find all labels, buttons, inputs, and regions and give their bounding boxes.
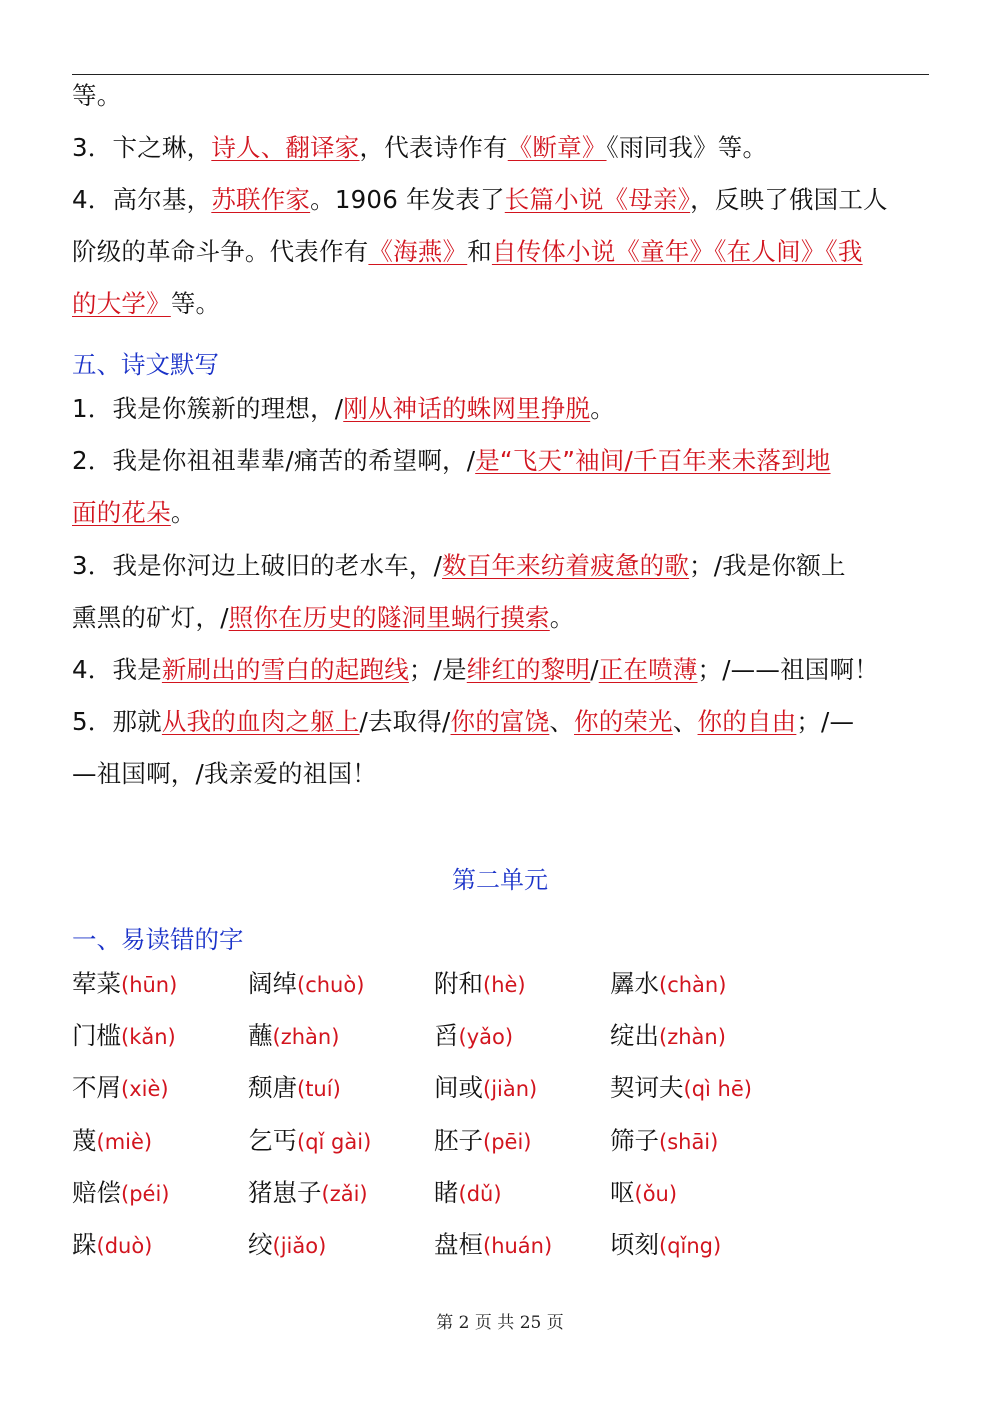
answer: 面的花朵 (72, 498, 171, 527)
answer: 你的富饶 (450, 707, 550, 736)
answer: 长篇小说《母亲》 (504, 185, 691, 214)
char-item (248, 1227, 326, 1264)
pinyin: (yǎo) (458, 1025, 514, 1050)
author-line-4-cont (72, 236, 863, 268)
text: 3．我是你河边上破旧的老水车，/ (72, 551, 443, 580)
char-item (248, 1018, 339, 1055)
char-item (610, 1227, 721, 1264)
poem-line (72, 445, 831, 477)
pinyin: (qǐng) (659, 1233, 722, 1258)
text: 。 (549, 603, 575, 632)
answer: 绯红的黎明 (466, 655, 591, 684)
answer: 《断章》 (507, 133, 607, 162)
pinyin: (xiè) (121, 1077, 169, 1102)
word: 羼水 (610, 969, 659, 998)
pinyin: (péi) (121, 1181, 170, 1206)
char-item (434, 966, 526, 1003)
char-item (610, 1123, 718, 1160)
poem-line (72, 654, 879, 686)
continuation-text: 等。 (72, 81, 122, 110)
text: 。1906 年发表了 (310, 185, 505, 214)
answer: 刚从神话的蛛网里挣脱 (343, 394, 591, 423)
char-item (248, 1175, 368, 1212)
word: 绽出 (610, 1021, 659, 1051)
char-item (248, 966, 364, 1003)
text: 等。 (170, 289, 221, 318)
answer: 新刷出的雪白的起跑线 (161, 655, 409, 684)
text: ，代表诗作有 (359, 133, 508, 162)
pinyin: (kǎn) (121, 1025, 176, 1050)
text: 2．我是你祖祖辈辈/痛苦的希望啊，/ (72, 446, 476, 475)
text: ，反映了俄国工人 (690, 185, 888, 214)
pinyin: (hè) (483, 973, 526, 997)
word: 间或 (434, 1073, 483, 1103)
answer: 是“飞天”袖间/千百年来未落到地 (475, 446, 831, 475)
word: 猪崽子 (248, 1177, 322, 1207)
text: 高尔基， (112, 185, 212, 214)
word: 蔑 (72, 1125, 97, 1155)
char-item (248, 1070, 341, 1107)
grid-row (72, 1070, 932, 1122)
top-rule (72, 74, 929, 75)
pinyin: (zhàn) (659, 1025, 726, 1050)
item-number: 4． (72, 185, 113, 214)
char-item (72, 966, 177, 1003)
char-item (72, 1227, 152, 1264)
poem-line (72, 706, 854, 738)
grid-row (72, 1018, 932, 1070)
pinyin: (jiàn) (483, 1077, 538, 1102)
text: 4．我是 (72, 655, 162, 684)
word: 赔偿 (72, 1177, 121, 1207)
text: / (590, 655, 599, 684)
word: 绞 (248, 1229, 273, 1259)
answer: 正在喷薄 (598, 655, 698, 684)
text: 、 (672, 707, 698, 736)
char-item (248, 1123, 371, 1160)
text: ；/我是你额上 (689, 551, 846, 580)
item-number: 3． (72, 133, 113, 162)
pinyin: (hūn) (121, 973, 178, 997)
char-item (72, 1123, 152, 1160)
word: 筛子 (610, 1125, 659, 1155)
word: 附和 (434, 969, 483, 998)
pinyin: (jiǎo) (272, 1233, 327, 1258)
poem-line (72, 602, 574, 634)
author-line-4 (72, 184, 888, 216)
word: 门槛 (72, 1021, 121, 1051)
pinyin: (qǐ gài) (297, 1129, 372, 1154)
char-item (72, 1175, 169, 1212)
word: 盘桓 (434, 1229, 483, 1259)
poem-line (72, 393, 615, 425)
pinyin: (chuò) (297, 973, 365, 997)
word: 胚子 (434, 1125, 483, 1155)
char-grid (72, 966, 932, 1279)
text: 。 (590, 394, 615, 423)
text: ；/— (796, 707, 855, 736)
author-line-3 (72, 132, 767, 164)
word: 呕 (610, 1177, 635, 1207)
text: 和 (467, 237, 492, 266)
unit-title: 第二单元 (452, 866, 548, 894)
text: 阶级的革命斗争。代表作有 (72, 237, 369, 266)
poem-line (72, 497, 196, 529)
answer: 《海燕》 (368, 237, 468, 266)
word: 顷刻 (610, 1229, 659, 1259)
pinyin: (shāi) (659, 1129, 719, 1154)
word: 颓唐 (248, 1073, 297, 1103)
pinyin: (duò) (96, 1233, 153, 1258)
char-item (610, 1018, 726, 1055)
pinyin: (miè) (96, 1129, 153, 1154)
char-item (72, 1018, 176, 1055)
pinyin: (tuí) (297, 1077, 341, 1102)
pinyin: (pēi) (483, 1129, 532, 1154)
answer: 诗人、翻译家 (211, 133, 360, 162)
text: —祖国啊，/我亲爱的祖国！ (72, 759, 377, 788)
char-item (434, 1070, 537, 1107)
word: 契诃夫 (610, 1073, 684, 1103)
text: ；/是 (408, 655, 467, 684)
pinyin: (dǔ) (458, 1181, 502, 1206)
pinyin: (zhàn) (272, 1025, 340, 1050)
word: 不屑 (72, 1073, 121, 1103)
text: /去取得/ (359, 707, 451, 736)
grid-row (72, 1123, 932, 1175)
answer: 的大学》 (72, 289, 171, 318)
text: 《雨同我》等。 (606, 133, 768, 162)
author-line-4-end (72, 288, 220, 320)
pinyin: (chàn) (659, 973, 727, 997)
answer: 从我的血肉之躯上 (161, 707, 360, 736)
char-item (610, 966, 726, 1003)
grid-row (72, 1227, 932, 1279)
text: 。 (170, 498, 196, 527)
word: 跺 (72, 1229, 97, 1259)
pinyin: (qì hē) (683, 1077, 752, 1102)
answer: 你的自由 (697, 707, 797, 736)
word: 荤菜 (72, 969, 121, 998)
char-item (610, 1175, 677, 1212)
char-item (434, 1018, 513, 1055)
pinyin: (huán) (483, 1233, 553, 1258)
text: 熏黑的矿灯，/ (72, 603, 229, 632)
poem-line (72, 550, 846, 582)
pinyin: (ǒu) (634, 1181, 678, 1206)
word: 舀 (434, 1021, 459, 1051)
word: 阔绰 (248, 969, 297, 998)
char-item (610, 1070, 752, 1107)
text: 、 (549, 707, 575, 736)
section-heading-poetry: 五、诗文默写 (72, 350, 219, 379)
word: 蘸 (248, 1021, 273, 1051)
grid-row (72, 1175, 932, 1227)
text: 5．那就 (72, 707, 162, 736)
grid-row (72, 966, 932, 1018)
char-item (72, 1070, 169, 1107)
pinyin: (zǎi) (321, 1181, 368, 1206)
char-item (434, 1123, 531, 1160)
word: 睹 (434, 1177, 459, 1207)
page-footer: 第 2 页 共 25 页 (436, 1313, 564, 1333)
answer: 自传体小说《童年》《在人间》《我 (491, 237, 863, 266)
answer: 苏联作家 (211, 185, 311, 214)
answer: 数百年来纺着疲惫的歌 (442, 551, 690, 580)
text: 1．我是你簇新的理想，/ (72, 394, 344, 423)
char-item (434, 1227, 552, 1264)
text: 卞之琳， (112, 133, 212, 162)
text: ；/——祖国啊！ (697, 655, 879, 684)
char-item (434, 1175, 502, 1212)
word: 乞丐 (248, 1125, 297, 1155)
poem-line (72, 758, 377, 790)
answer: 照你在历史的隧洞里蜗行摸索 (228, 603, 550, 632)
answer: 你的荣光 (574, 707, 673, 736)
section-heading-misread-chars: 一、易读错的字 (72, 925, 244, 954)
